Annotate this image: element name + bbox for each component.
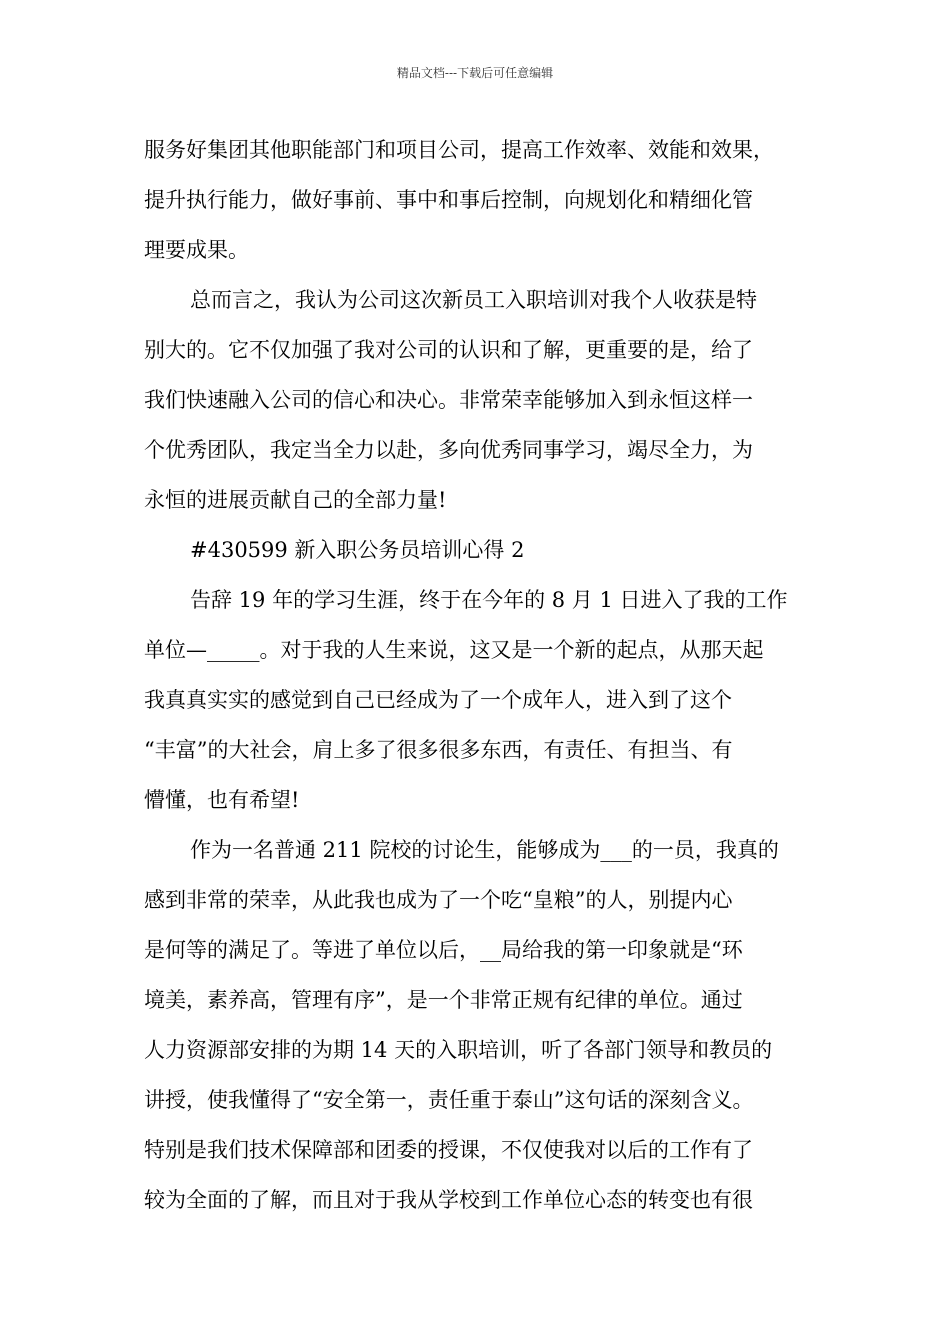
text-line: 特别是我们技术保障部和团委的授课，不仅使我对以后的工作有了 [144,1138,753,1162]
text-line: 人力资源部安排的为期 14 天的入职培训，听了各部门领导和教员的 [144,1038,773,1062]
page-header: 精品文档---下载后可任意编辑 [396,66,554,80]
paragraph-first-line: 告辞 19 年的学习生涯，终于在今年的 8 月 1 日进入了我的工作 [190,588,788,612]
text-line: 较为全面的了解，而且对于我从学校到工作单位心态的转变也有很 [144,1188,753,1212]
paragraph-first-line: 作为一名普通 211 院校的讨论生，能够成为___的一员，我真的 [190,838,779,862]
paragraph-first-line: 总而言之，我认为公司这次新员工入职培训对我个人收获是特 [190,288,757,312]
text-line: 讲授，使我懂得了“安全第一，责任重于泰山”这句话的深刻含义。 [144,1088,754,1112]
text-line: 单位—_____。对于我的人生来说，这又是一个新的起点，从那天起 [144,638,764,662]
text-line: 服务好集团其他职能部门和项目公司，提高工作效率、效能和效果， [144,138,774,162]
text-line: 我真真实实的感觉到自己已经成为了一个成年人，进入到了这个 [144,688,732,712]
text-line: 是何等的满足了。等进了单位以后，__局给我的第一印象就是“环 [144,938,743,962]
text-line: 境美，素养高，管理有序”，是一个非常正规有纪律的单位。通过 [144,988,743,1012]
text-line: 感到非常的荣幸，从此我也成为了一个吃“皇粮”的人，别提内心 [144,888,733,912]
text-line: “丰富”的大社会，肩上多了很多很多东西，有责任、有担当、有 [144,738,733,762]
text-line: 理要成果。 [144,238,249,262]
text-line: 我们快速融入公司的信心和决心。非常荣幸能够加入到永恒这样一 [144,388,753,412]
text-line: 个优秀团队，我定当全力以赴，多向优秀同事学习，竭尽全力，为 [144,438,753,462]
text-line: 懵懂，也有希望! [144,788,300,812]
section-heading: #430599 新入职公务员培训心得 2 [190,538,525,562]
text-line: 别大的。它不仅加强了我对公司的认识和了解，更重要的是，给了 [144,338,753,362]
text-line: 永恒的进展贡献自己的全部力量! [144,488,447,512]
text-line: 提升执行能力，做好事前、事中和事后控制，向规划化和精细化管 [144,188,753,212]
